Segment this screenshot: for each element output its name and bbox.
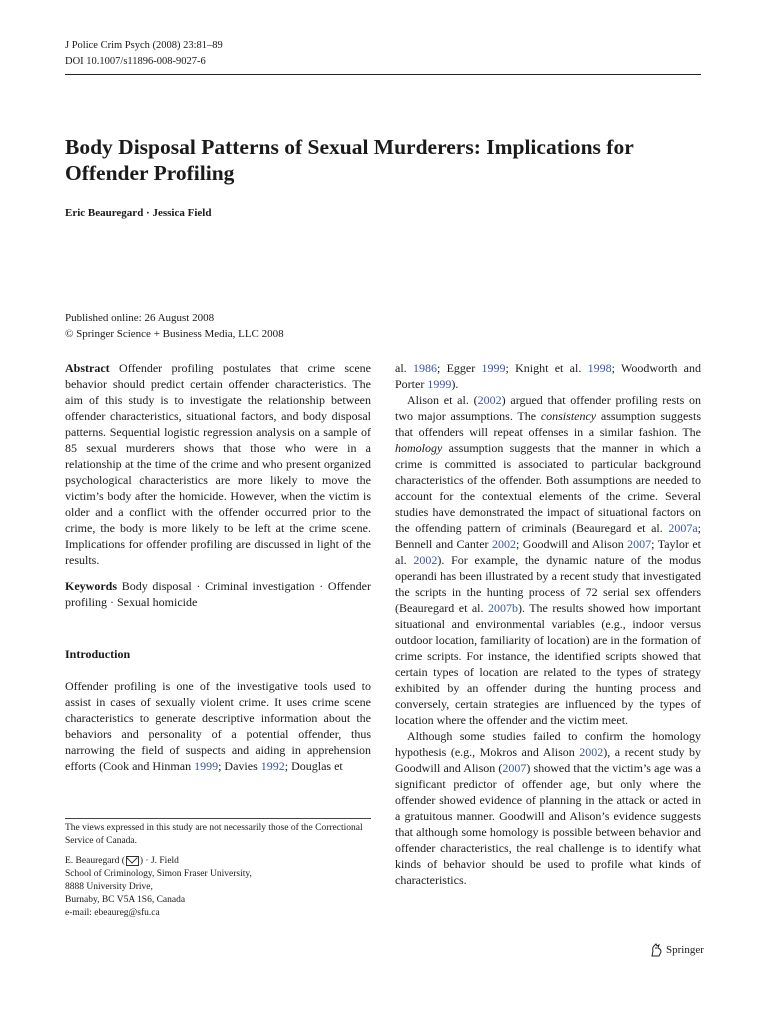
journal-citation: J Police Crim Psych (2008) 23:81–89: [65, 40, 223, 51]
copyright-line: © Springer Science + Business Media, LLC 2008: [65, 328, 284, 340]
citation-link[interactable]: 2007: [502, 761, 527, 775]
citation-link[interactable]: 2007a: [668, 521, 698, 535]
publication-info: [65, 310, 284, 342]
springer-logo: [650, 943, 704, 957]
springer-horse-icon: [650, 943, 663, 957]
abstract-label: Abstract: [65, 361, 110, 375]
article-title: Body Disposal Patterns of Sexual Murderers: Implications for Offender Profiling: [65, 135, 634, 185]
citation-link[interactable]: 2002: [579, 745, 604, 759]
doi-line: DOI 10.1007/s11896-008-9027-6: [65, 56, 206, 67]
envelope-icon: [126, 856, 139, 866]
keywords-text: Body disposal · Criminal investigation · Offender profiling · Sexual homicide: [65, 579, 371, 609]
intro-continued: al. 1986; Egger 1999; Knight et al. 1998; Woodworth and Porter 1999).: [395, 361, 701, 391]
assumptions-paragraph: Alison et al. (2002) argued that offender profiling rests on two major assumptions. The consistency assumption suggests that offenders will repeat offenses in a similar fashion. The homology assumption suggests that the manner in which a crime is committed is associated to particular background characteristics of the offender. Both assumptions are needed to account for the contextual elements of the crime. Several studies have demonstrated the impact of situational factors on the offending pattern of criminals (Beauregard et al. 2007a; Bennell and Canter 2002; Goodwill and Alison 2007; Taylor et al. 2002). For example, the dynamic nature of the modus operandi has been illustrated by a recent study that investigated the scripts in the hunting process of 72 serial sex offenders (Beauregard et al. 2007b). The results showed how important situational and environmental variables (e.g., indoor versus outdoor location, familiarity of location) are in the formation of crime scripts. For instance, the identified scripts showed that certain types of location are related to the types of strategy exhibited by an offender during the hunting process and conversely, certain strategies are influenced by the types of location where the offender and the victim meet.: [395, 393, 701, 727]
left-column: [65, 360, 371, 774]
header-rule: [65, 74, 701, 75]
citation-link[interactable]: 2002: [477, 393, 502, 407]
author-email: e-mail: ebeaureg@sfu.ca: [65, 908, 160, 918]
footnote-rule: [65, 818, 371, 819]
author-affiliation: [65, 855, 371, 920]
keywords: [65, 578, 371, 610]
citation-link[interactable]: 1999: [481, 361, 506, 375]
introduction-heading: Introduction: [65, 647, 131, 661]
abstract: [65, 360, 371, 568]
publisher-name: Springer: [666, 944, 704, 956]
published-online: Published online: 26 August 2008: [65, 312, 215, 324]
citation-link[interactable]: 2002: [492, 537, 516, 551]
correspondence-line: E. Beauregard ( ) · J. Field: [65, 856, 179, 866]
citation-link[interactable]: 2007b: [487, 601, 518, 615]
citation-link[interactable]: 1992: [260, 759, 285, 773]
introduction-paragraph: Offender profiling is one of the investigative tools used to assist in cases of sexually violent crime. It uses crime scene characteristics to generate descriptive information about the behaviors and personality of a potential offender, thus narrowing the field of suspects and aiding in apprehension efforts (Cook and Hinman 1999; Davies 1992; Douglas et: [65, 679, 371, 773]
citation-link[interactable]: 1998: [587, 361, 612, 375]
citation-link[interactable]: 2007: [627, 537, 652, 551]
affiliation-street: 8888 University Drive,: [65, 882, 153, 892]
affiliation-city: Burnaby, BC V5A 1S6, Canada: [65, 895, 186, 905]
citation-link[interactable]: 1986: [412, 361, 437, 375]
keywords-label: Keywords: [65, 579, 117, 593]
citation-link[interactable]: 2002: [413, 553, 438, 567]
journal-header: [65, 38, 223, 70]
citation-link[interactable]: 1999: [194, 759, 219, 773]
right-column: [395, 360, 701, 888]
citation-link[interactable]: 1999: [427, 377, 452, 391]
homology-paragraph: Although some studies failed to confirm the homology hypothesis (e.g., Mokros and Alison 2002), a recent study by Goodwill and Alison (2007) showed that the victim’s age was a significant predictor of offender age, but only where the offender showed evidence of planning in the attack or acted in a gratuitous manner. Goodwill and Alison’s evidence suggests that although some homology is possible between behavior and offender characteristics, the real challenge is to identify what kinds of behavior should be used to profile what kinds of characteristics.: [395, 729, 702, 887]
author-list: Eric Beauregard · Jessica Field: [65, 207, 212, 219]
footnote-views: The views expressed in this study are not necessarily those of the Correctional Service of Canada.: [65, 823, 363, 846]
abstract-text: Offender profiling postulates that crime scene behavior should predict certain offender characteristics. The aim of this study is to investigate the relationship between offender characteristics, situational factors, and body disposal patterns. Sequential logistic regression analysis on a sample of 85 sexual murderers shows that those who were in a relationship at the time of the crime and who present organized psychological characteristics are more likely to move the victim’s body after the homicide. However, when the victim is older and a conflict with the offender occurred prior to the crime, the body is more likely to be left at the crime scene. Implications for offender profiling are discussed in light of the results.: [65, 361, 371, 567]
affiliation-school: School of Criminology, Simon Fraser University,: [65, 869, 252, 879]
